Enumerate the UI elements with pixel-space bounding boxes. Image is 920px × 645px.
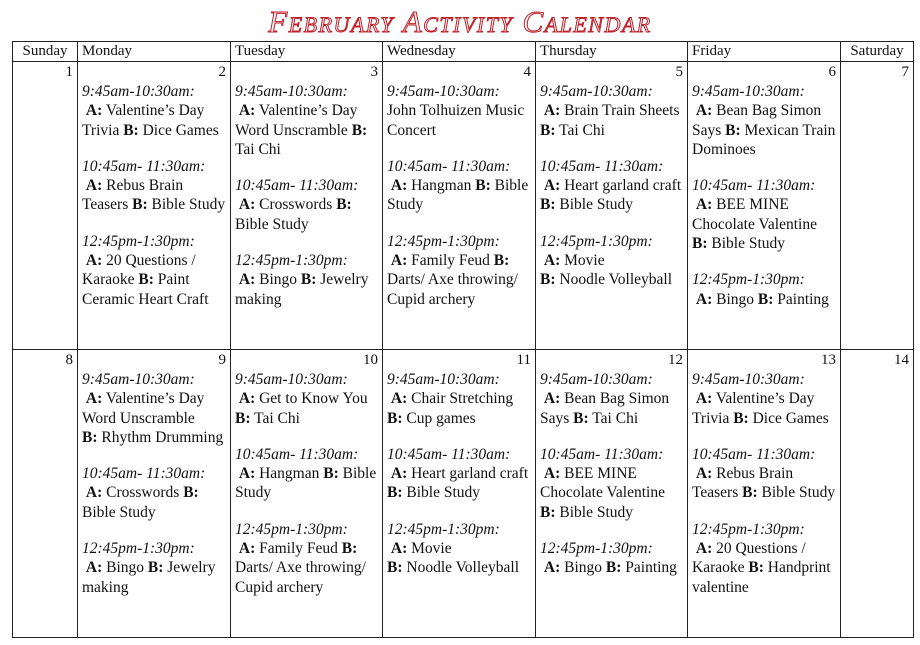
slot-time: 12:45pm-1:30pm: [82, 232, 195, 250]
option-b-label: B: [540, 271, 556, 289]
option-b-label: B: [341, 540, 358, 558]
slot-time: 9:45am-10:30am: [387, 371, 500, 388]
option-a-activity: 20 Questions / Karaoke [82, 252, 196, 289]
day-number: 1 [65, 64, 73, 80]
slot-time: 12:45pm-1:30pm: [692, 520, 805, 538]
slot-time: 10:45am- 11:30am: [235, 445, 359, 463]
option-b-activity: Tai Chi [592, 409, 639, 427]
option-a-activity: BEE MINE Chocolate Valentine [540, 465, 665, 502]
slot-activities [235, 465, 376, 501]
slot-time: 12:45pm-1:30pm: [692, 271, 805, 289]
option-b-activity: Paint Ceramic Heart Craft [82, 271, 209, 308]
option-b-activity: Mexican Train Dominoes [692, 121, 836, 158]
day-number: 11 [516, 352, 531, 368]
option-a-label: A: [543, 102, 561, 120]
slot-activities [387, 465, 528, 501]
day-cell [13, 350, 78, 638]
option-a-label: A: [390, 390, 408, 408]
slot-activities [387, 390, 513, 426]
day-number: 13 [821, 352, 836, 368]
option-b-activity: Tai Chi [559, 121, 605, 139]
option-a-activity: Brain Train Sheets [564, 102, 680, 120]
option-a-label: A: [543, 390, 561, 408]
option-a-activity: Crosswords [259, 196, 333, 214]
option-a-label: A: [85, 559, 103, 577]
option-a-label: A: [390, 252, 408, 270]
option-b-activity: Bible Study [387, 177, 529, 214]
activity-slot [692, 82, 836, 159]
option-b-activity: Cup games [406, 409, 476, 427]
slot-activities [387, 252, 518, 308]
option-b-label: B: [692, 235, 708, 253]
slot-activities [692, 291, 829, 308]
slot-time: 10:45am- 11:30am: [540, 445, 664, 463]
slot-activities [235, 102, 367, 158]
option-a-label: A: [543, 559, 561, 577]
day-cell [536, 62, 688, 350]
activity-slot [82, 232, 226, 309]
option-a-label: A: [238, 465, 256, 483]
option-a-activity: Get to Know You [259, 390, 368, 408]
day-cell [688, 350, 841, 638]
option-b-label: B: [132, 196, 148, 214]
day-number: 12 [668, 352, 683, 368]
activity-slot [387, 520, 531, 578]
day-cell [841, 62, 914, 350]
option-a-label: A: [695, 290, 713, 308]
option-a-activity: BEE MINE Chocolate Valentine [692, 196, 817, 233]
option-a-activity: Family Feud [411, 252, 490, 270]
option-a-activity: Bingo [716, 290, 755, 308]
option-a-activity: Valentine’s Day Trivia [82, 102, 205, 139]
option-a-activity: Rebus Brain Teasers [692, 465, 794, 502]
day-cell [13, 62, 78, 350]
day-header-row [13, 42, 914, 62]
activity-slot [387, 445, 531, 503]
activity-slot [692, 370, 836, 428]
option-b-label: B: [540, 196, 556, 214]
option-a-label: A: [543, 465, 561, 483]
slot-time: 9:45am-10:30am: [82, 371, 195, 388]
day-header-friday: Friday [688, 42, 841, 62]
slot-time: 9:45am-10:30am: [692, 371, 805, 388]
option-a-label: A: [238, 271, 256, 289]
activity-slot [82, 464, 226, 522]
slot-time: 12:45pm-1:30pm: [235, 520, 348, 538]
option-b-label: B: [235, 409, 251, 427]
option-a-activity: Bean Bag Simon Says [692, 102, 822, 139]
option-a-label: A: [238, 196, 256, 214]
option-a-activity: Bean Bag Simon Says [540, 390, 670, 427]
option-a-label: A: [390, 177, 408, 195]
slot-time: 10:45am- 11:30am: [235, 177, 359, 195]
slot-time: 9:45am-10:30am: [540, 371, 653, 388]
slot-time: 12:45pm-1:30pm: [540, 540, 653, 558]
day-number: 14 [894, 352, 909, 368]
option-b-label: B: [605, 559, 622, 577]
week-row [13, 62, 914, 350]
slot-time: 9:45am-10:30am: [235, 83, 348, 100]
option-b-label: B: [323, 465, 339, 483]
day-number: 5 [675, 64, 683, 80]
slot-time: 10:45am- 11:30am: [82, 465, 206, 483]
option-b-label: B: [757, 290, 774, 308]
option-b-label: B: [138, 271, 154, 289]
option-b-activity: Dice Games [142, 121, 219, 139]
activity-slot [692, 176, 836, 253]
slot-time: 10:45am- 11:30am: [692, 177, 816, 195]
slot-activities [540, 465, 665, 521]
slot-activities [235, 390, 368, 426]
option-b-label: B: [123, 121, 139, 139]
day-number: 3 [370, 64, 378, 80]
option-a-label: A: [695, 196, 713, 214]
activity-slot [387, 370, 531, 428]
activity-slot [692, 445, 836, 503]
day-header-wednesday: Wednesday [383, 42, 536, 62]
activity-slot [82, 157, 226, 215]
option-b-activity: Bible Study [235, 215, 309, 233]
week-row [13, 350, 914, 638]
activity-slot [540, 232, 683, 290]
slot-activities [387, 102, 524, 138]
option-b-activity: Jewelry making [82, 559, 216, 596]
option-b-label: B: [183, 484, 199, 502]
option-a-label: A: [390, 465, 408, 483]
option-a-activity: Bingo [259, 271, 298, 289]
slot-time: 12:45pm-1:30pm: [387, 232, 500, 250]
option-b-activity: Tai Chi [254, 409, 300, 427]
option-b-label: B: [336, 196, 352, 214]
page-title: February Activity Calendar [268, 4, 652, 39]
day-number: 7 [901, 64, 909, 80]
option-a-label: A: [85, 177, 103, 195]
option-a-activity: Valentine’s Day Word Unscramble [82, 390, 205, 427]
slot-time: 9:45am-10:30am: [692, 83, 805, 100]
activity-slot [235, 520, 378, 597]
option-b-activity: Jewelry making [235, 271, 369, 308]
option-a-label: A: [695, 540, 713, 558]
slot-time: 10:45am- 11:30am: [692, 445, 816, 463]
slot-activities [235, 196, 352, 232]
slot-time: 10:45am- 11:30am: [540, 157, 664, 175]
day-cell [78, 62, 231, 350]
option-b-label: B: [573, 409, 589, 427]
slot-activities [692, 540, 831, 596]
option-b-activity: Handprint valentine [692, 559, 831, 596]
option-a-label: A: [238, 102, 256, 120]
day-cell [383, 350, 536, 638]
option-b-activity: Bible Study [559, 196, 634, 214]
option-a-activity: Family Feud [259, 540, 338, 558]
option-a-activity: Movie [564, 252, 605, 270]
option-b-activity: Bible Study [406, 484, 481, 502]
slot-activities [235, 271, 368, 307]
slot-activities [82, 102, 219, 138]
option-b-activity: Rhythm Drumming [101, 428, 224, 446]
day-number: 4 [523, 64, 531, 80]
activity-slot [82, 539, 226, 597]
option-b-activity: Painting [625, 559, 677, 577]
option-a-activity: Hangman [411, 177, 472, 195]
day-cell [231, 62, 383, 350]
slot-activities [692, 102, 835, 158]
option-b-label: B: [742, 484, 758, 502]
slot-activities [540, 559, 677, 576]
option-b-label: B: [540, 121, 556, 139]
option-a-activity: 20 Questions / Karaoke [692, 540, 806, 577]
day-number: 10 [363, 352, 378, 368]
option-a-label: A: [695, 465, 713, 483]
option-b-activity: Bible Study [235, 465, 377, 502]
option-b-label: B: [351, 121, 368, 139]
option-a-label: A: [238, 540, 256, 558]
day-number: 8 [65, 352, 73, 368]
slot-time: 10:45am- 11:30am: [82, 157, 206, 175]
activity-slot [235, 176, 378, 234]
calendar-table [12, 41, 914, 638]
slot-time: 12:45pm-1:30pm: [540, 232, 653, 250]
option-b-label: B: [540, 503, 556, 521]
activity-slot [540, 82, 683, 140]
activity-slot [387, 232, 531, 309]
day-number: 2 [218, 64, 226, 80]
slot-activities [692, 196, 817, 252]
slot-activities [82, 390, 223, 446]
day-cell [78, 350, 231, 638]
slot-activities [540, 102, 680, 138]
option-b-activity: Noodle Volleyball [406, 559, 520, 577]
day-header-sunday: Sunday [13, 42, 78, 62]
option-b-label: B: [387, 559, 403, 577]
slot-time: 10:45am- 11:30am: [387, 445, 511, 463]
option-a-activity: Valentine’s Day Word Unscramble [235, 102, 358, 139]
activity-slot [235, 445, 378, 503]
slot-time: 12:45pm-1:30pm: [235, 252, 348, 270]
option-a-label: A: [85, 390, 103, 408]
option-a-activity: Rebus Brain Teasers [82, 177, 184, 214]
option-b-activity: Bible Study [711, 235, 786, 253]
option-b-activity: Bible Study [761, 484, 836, 502]
slot-time: 12:45pm-1:30pm: [82, 540, 195, 558]
activity-slot [540, 445, 683, 522]
activity-slot [540, 157, 683, 215]
slot-activities [540, 390, 669, 426]
slot-activities [235, 540, 366, 596]
slot-activities [540, 252, 672, 288]
day-header-thursday: Thursday [536, 42, 688, 62]
day-header-tuesday: Tuesday [231, 42, 383, 62]
slot-time: 9:45am-10:30am: [235, 371, 348, 388]
option-b-activity: Noodle Volleyball [559, 271, 673, 289]
option-b-label: B: [147, 559, 164, 577]
option-a-label: A: [695, 102, 713, 120]
activity-slot [235, 82, 378, 159]
option-b-label: B: [725, 121, 741, 139]
option-b-activity: Dice Games [752, 409, 829, 427]
option-a-label: A: [543, 177, 561, 195]
option-a-activity: Chair Stretching [411, 390, 514, 408]
option-a-activity: Bingo [106, 559, 145, 577]
option-a-label: A: [238, 390, 256, 408]
option-a-label: A: [390, 540, 408, 558]
option-b-activity: Painting [777, 290, 829, 308]
day-cell [841, 350, 914, 638]
activity-slot [235, 370, 378, 428]
activity-slot [82, 82, 226, 140]
option-b-label: B: [733, 409, 749, 427]
option-a-activity: Movie [411, 540, 452, 558]
day-cell [383, 62, 536, 350]
option-b-label: B: [387, 409, 403, 427]
slot-time: 9:45am-10:30am: [82, 83, 195, 100]
option-b-activity: Bible Study [82, 503, 156, 521]
day-number: 6 [828, 64, 836, 80]
activity-slot [387, 157, 531, 215]
activity-slot [540, 370, 683, 428]
option-a-activity: Bingo [564, 559, 603, 577]
activity-slot [82, 370, 226, 447]
slot-activities [82, 252, 209, 308]
option-b-label: B: [300, 271, 317, 289]
slot-activities [387, 540, 519, 576]
day-cell [231, 350, 383, 638]
day-cell [536, 350, 688, 638]
option-a-activity: Crosswords [106, 484, 180, 502]
option-b-activity: Darts/ Axe throwing/ Cupid archery [235, 559, 366, 596]
day-number: 9 [218, 352, 226, 368]
slot-activities [82, 484, 199, 520]
activity-text: John Tolhuizen Music Concert [387, 102, 525, 139]
slot-time: 10:45am- 11:30am: [387, 157, 511, 175]
activity-slot [692, 270, 836, 309]
day-header-saturday: Saturday [841, 42, 914, 62]
day-cell [688, 62, 841, 350]
option-b-label: B: [82, 428, 98, 446]
option-a-label: A: [695, 390, 713, 408]
activity-slot [692, 520, 836, 597]
slot-time: 9:45am-10:30am: [387, 83, 500, 100]
option-b-label: B: [748, 559, 764, 577]
day-header-monday: Monday [78, 42, 231, 62]
option-a-label: A: [85, 102, 103, 120]
slot-activities [387, 177, 528, 213]
activity-slot [387, 82, 531, 140]
option-a-activity: Heart garland craft [411, 465, 529, 483]
slot-activities [692, 390, 829, 426]
option-b-activity: Darts/ Axe throwing/ Cupid archery [387, 271, 518, 308]
option-a-label: A: [85, 484, 103, 502]
option-b-label: B: [387, 484, 403, 502]
option-b-label: B: [493, 252, 510, 270]
option-b-activity: Bible Study [559, 503, 634, 521]
slot-time: 9:45am-10:30am: [540, 83, 653, 100]
activity-slot [540, 539, 683, 578]
option-a-activity: Valentine’s Day Trivia [692, 390, 815, 427]
slot-time: 12:45pm-1:30pm: [387, 520, 500, 538]
option-b-activity: Bible Study [151, 196, 226, 214]
option-b-label: B: [475, 177, 491, 195]
slot-activities [692, 465, 835, 501]
option-a-label: A: [543, 252, 561, 270]
activity-slot [235, 251, 378, 309]
option-a-activity: Hangman [259, 465, 320, 483]
option-b-activity: Tai Chi [235, 140, 281, 158]
option-a-activity: Heart garland craft [564, 177, 682, 195]
slot-activities [540, 177, 681, 213]
slot-activities [82, 559, 215, 595]
option-a-label: A: [85, 252, 103, 270]
slot-activities [82, 177, 225, 213]
